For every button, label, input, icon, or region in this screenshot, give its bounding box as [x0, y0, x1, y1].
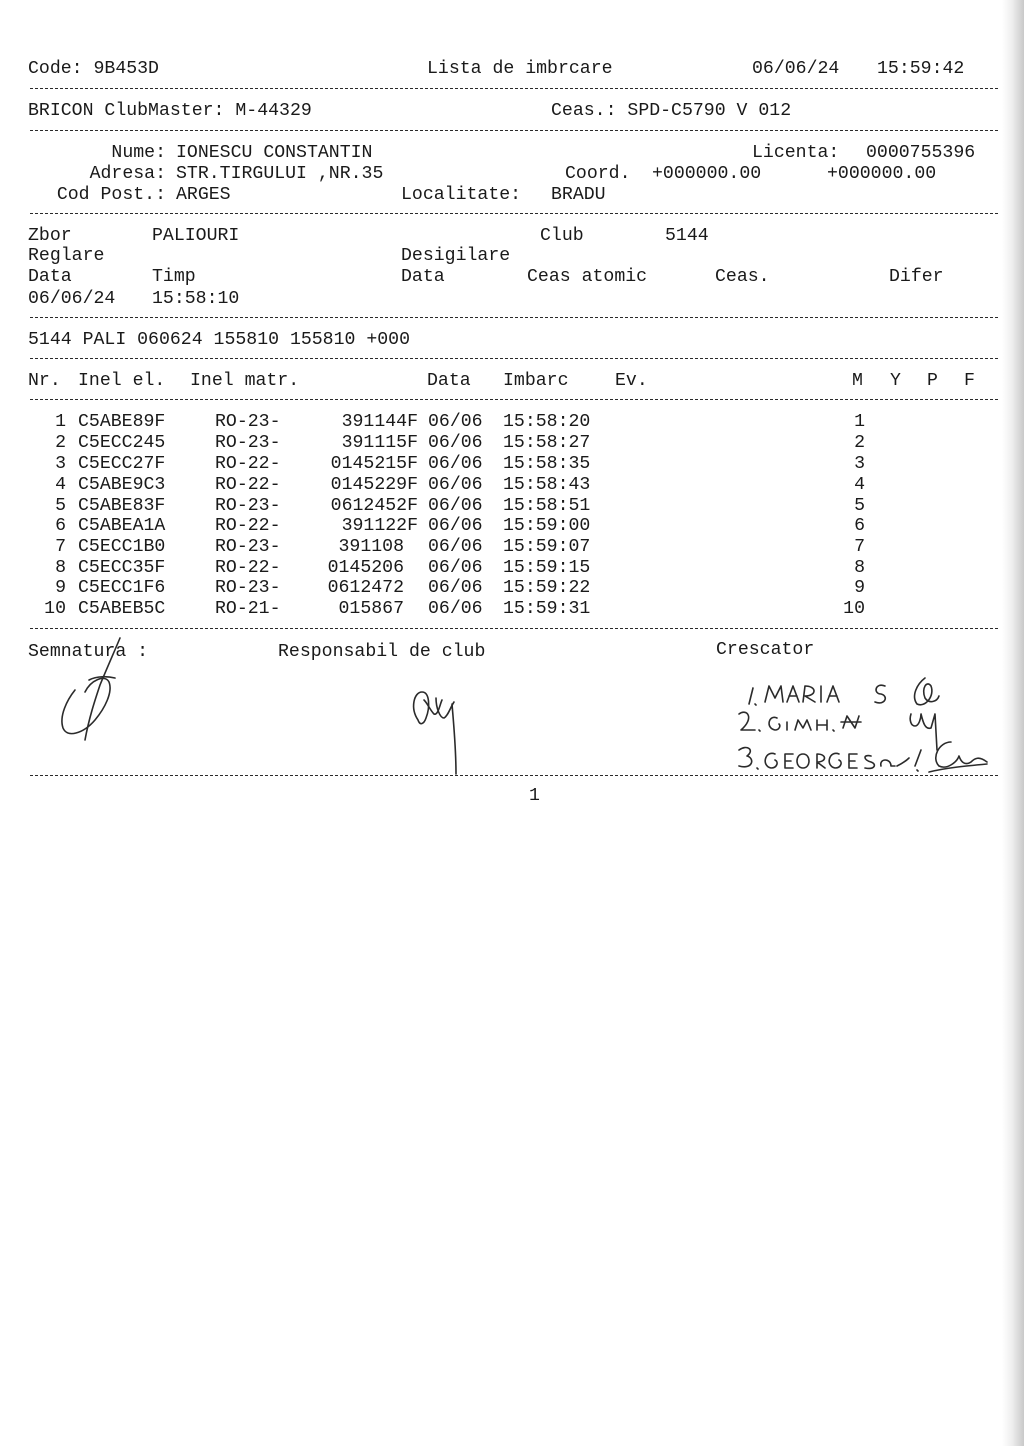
separator — [30, 317, 998, 318]
unseal-date-label: Data — [401, 267, 445, 287]
row-nr: 10 — [44, 599, 66, 619]
col-header-data: Data — [427, 371, 471, 391]
row-time: 15:59:15 — [503, 558, 591, 578]
fancier-name: IONESCU CONSTANTIN — [176, 143, 373, 163]
row-m: 2 — [854, 433, 865, 453]
fancier-address: STR.TIRGULUI ,NR.35 — [176, 164, 384, 184]
row-ring-prefix: RO-22- — [215, 454, 281, 474]
row-date: 06/06 — [428, 516, 483, 536]
separator — [30, 358, 998, 359]
row-nr: 2 — [55, 433, 66, 453]
col-header-f: F — [964, 371, 975, 391]
row-nr: 5 — [55, 496, 66, 516]
unseal-label: Desigilare — [401, 246, 511, 266]
row-ring-prefix: RO-23- — [215, 433, 281, 453]
signature-label: Semnatura : — [28, 642, 149, 662]
club-label: Club — [540, 226, 584, 246]
col-header-p: P — [927, 371, 938, 391]
coord-longitude: +000000.00 — [827, 164, 937, 184]
print-date: 06/06/24 — [752, 59, 840, 79]
coord-label: Coord. — [565, 164, 631, 184]
postal-code: ARGES — [176, 185, 231, 205]
row-ring-prefix: RO-23- — [215, 578, 281, 598]
row-m: 6 — [854, 516, 865, 536]
flight-label: Zbor — [28, 226, 72, 246]
row-ring-number: 391122F — [341, 516, 418, 536]
row-inel-el: C5ABEB5C — [78, 599, 166, 619]
row-ring-prefix: RO-21- — [215, 599, 281, 619]
print-time: 15:59:42 — [877, 59, 965, 79]
atomic-clock-label: Ceas atomic — [527, 267, 648, 287]
col-header-nr: Nr. — [28, 371, 61, 391]
row-inel-el: C5ABE89F — [78, 412, 166, 432]
separator — [30, 88, 998, 89]
club-responsible-label: Responsabil de club — [278, 642, 486, 662]
postal-label: Cod Post.: — [56, 185, 166, 205]
row-inel-el: C5ABE83F — [78, 496, 166, 516]
row-time: 15:58:51 — [503, 496, 591, 516]
row-inel-el: C5ECC245 — [78, 433, 166, 453]
document-title: Lista de imbrcare — [427, 59, 613, 79]
row-date: 06/06 — [428, 537, 483, 557]
row-m: 4 — [854, 475, 865, 495]
row-date: 06/06 — [428, 454, 483, 474]
row-m: 3 — [854, 454, 865, 474]
row-ring-number: 0612472 — [327, 578, 404, 598]
separator — [30, 130, 998, 131]
locality-value: BRADU — [551, 185, 606, 205]
col-header-y: Y — [890, 371, 901, 391]
separator — [30, 775, 998, 776]
clock-label: Ceas. — [715, 267, 770, 287]
breeder-label: Crescator — [716, 640, 815, 660]
row-date: 06/06 — [428, 412, 483, 432]
signature-scribble — [45, 630, 135, 750]
separator — [30, 628, 998, 629]
row-m: 8 — [854, 558, 865, 578]
row-m: 1 — [854, 412, 865, 432]
row-time: 15:58:20 — [503, 412, 591, 432]
separator — [30, 213, 998, 214]
row-date: 06/06 — [428, 599, 483, 619]
row-nr: 7 — [55, 537, 66, 557]
row-inel-el: C5ECC1B0 — [78, 537, 166, 557]
setting-time-label: Timp — [152, 267, 196, 287]
difference-label: Difer — [889, 267, 944, 287]
summary-line: 5144 PALI 060624 155810 155810 +000 — [28, 330, 410, 350]
breeder-handwritten-list — [725, 658, 990, 778]
row-inel-el: C5ABEA1A — [78, 516, 166, 536]
col-header-ev: Ev. — [615, 371, 648, 391]
row-date: 06/06 — [428, 433, 483, 453]
license-label: Licenta: — [752, 143, 840, 163]
row-ring-number: 0145206 — [327, 558, 404, 578]
flight-name: PALIOURI — [152, 226, 240, 246]
row-ring-prefix: RO-22- — [215, 516, 281, 536]
row-inel-el: C5ABE9C3 — [78, 475, 166, 495]
coord-latitude: +000000.00 — [652, 164, 762, 184]
document-code: Code: 9B453D — [28, 59, 159, 79]
row-time: 15:59:07 — [503, 537, 591, 557]
club-number: 5144 — [665, 226, 709, 246]
setting-time: 15:58:10 — [152, 289, 240, 309]
row-nr: 6 — [55, 516, 66, 536]
row-nr: 4 — [55, 475, 66, 495]
row-ring-number: 0145229F — [330, 475, 418, 495]
row-date: 06/06 — [428, 496, 483, 516]
setting-date: 06/06/24 — [28, 289, 116, 309]
setting-date-label: Data — [28, 267, 72, 287]
row-time: 15:59:00 — [503, 516, 591, 536]
row-time: 15:58:35 — [503, 454, 591, 474]
row-ring-prefix: RO-22- — [215, 475, 281, 495]
name-label: Nume: — [111, 143, 166, 163]
row-ring-prefix: RO-23- — [215, 496, 281, 516]
row-date: 06/06 — [428, 475, 483, 495]
clock-id: Ceas.: SPD-C5790 V 012 — [551, 101, 792, 121]
locality-label: Localitate: — [401, 185, 522, 205]
row-date: 06/06 — [428, 558, 483, 578]
separator — [30, 399, 998, 400]
row-ring-number: 015867 — [338, 599, 404, 619]
row-m: 7 — [854, 537, 865, 557]
row-ring-prefix: RO-22- — [215, 558, 281, 578]
col-header-imbarc: Imbarc — [503, 371, 569, 391]
row-date: 06/06 — [428, 578, 483, 598]
row-time: 15:59:22 — [503, 578, 591, 598]
row-time: 15:58:43 — [503, 475, 591, 495]
row-nr: 3 — [55, 454, 66, 474]
col-header-inel-matr: Inel matr. — [190, 371, 300, 391]
row-ring-prefix: RO-23- — [215, 537, 281, 557]
row-m: 10 — [843, 599, 865, 619]
row-ring-number: 0145215F — [330, 454, 418, 474]
address-label: Adresa: — [89, 164, 166, 184]
club-responsible-signature — [400, 678, 470, 778]
scan-edge-shadow — [1002, 0, 1024, 1446]
col-header-m: M — [852, 371, 863, 391]
clubmaster-device: BRICON ClubMaster: M-44329 — [28, 101, 312, 121]
row-inel-el: C5ECC1F6 — [78, 578, 166, 598]
row-nr: 9 — [55, 578, 66, 598]
row-m: 5 — [854, 496, 865, 516]
col-header-inel-el: Inel el. — [78, 371, 166, 391]
row-ring-number: 391144F — [341, 412, 418, 432]
setting-label: Reglare — [28, 246, 105, 266]
row-ring-number: 391108 — [338, 537, 404, 557]
row-inel-el: C5ECC27F — [78, 454, 166, 474]
row-nr: 8 — [55, 558, 66, 578]
row-nr: 1 — [55, 412, 66, 432]
row-time: 15:59:31 — [503, 599, 591, 619]
row-time: 15:58:27 — [503, 433, 591, 453]
row-ring-prefix: RO-23- — [215, 412, 281, 432]
row-m: 9 — [854, 578, 865, 598]
license-number: 0000755396 — [866, 143, 976, 163]
row-ring-number: 391115F — [341, 433, 418, 453]
row-ring-number: 0612452F — [330, 496, 418, 516]
row-inel-el: C5ECC35F — [78, 558, 166, 578]
page-number: 1 — [529, 786, 540, 806]
